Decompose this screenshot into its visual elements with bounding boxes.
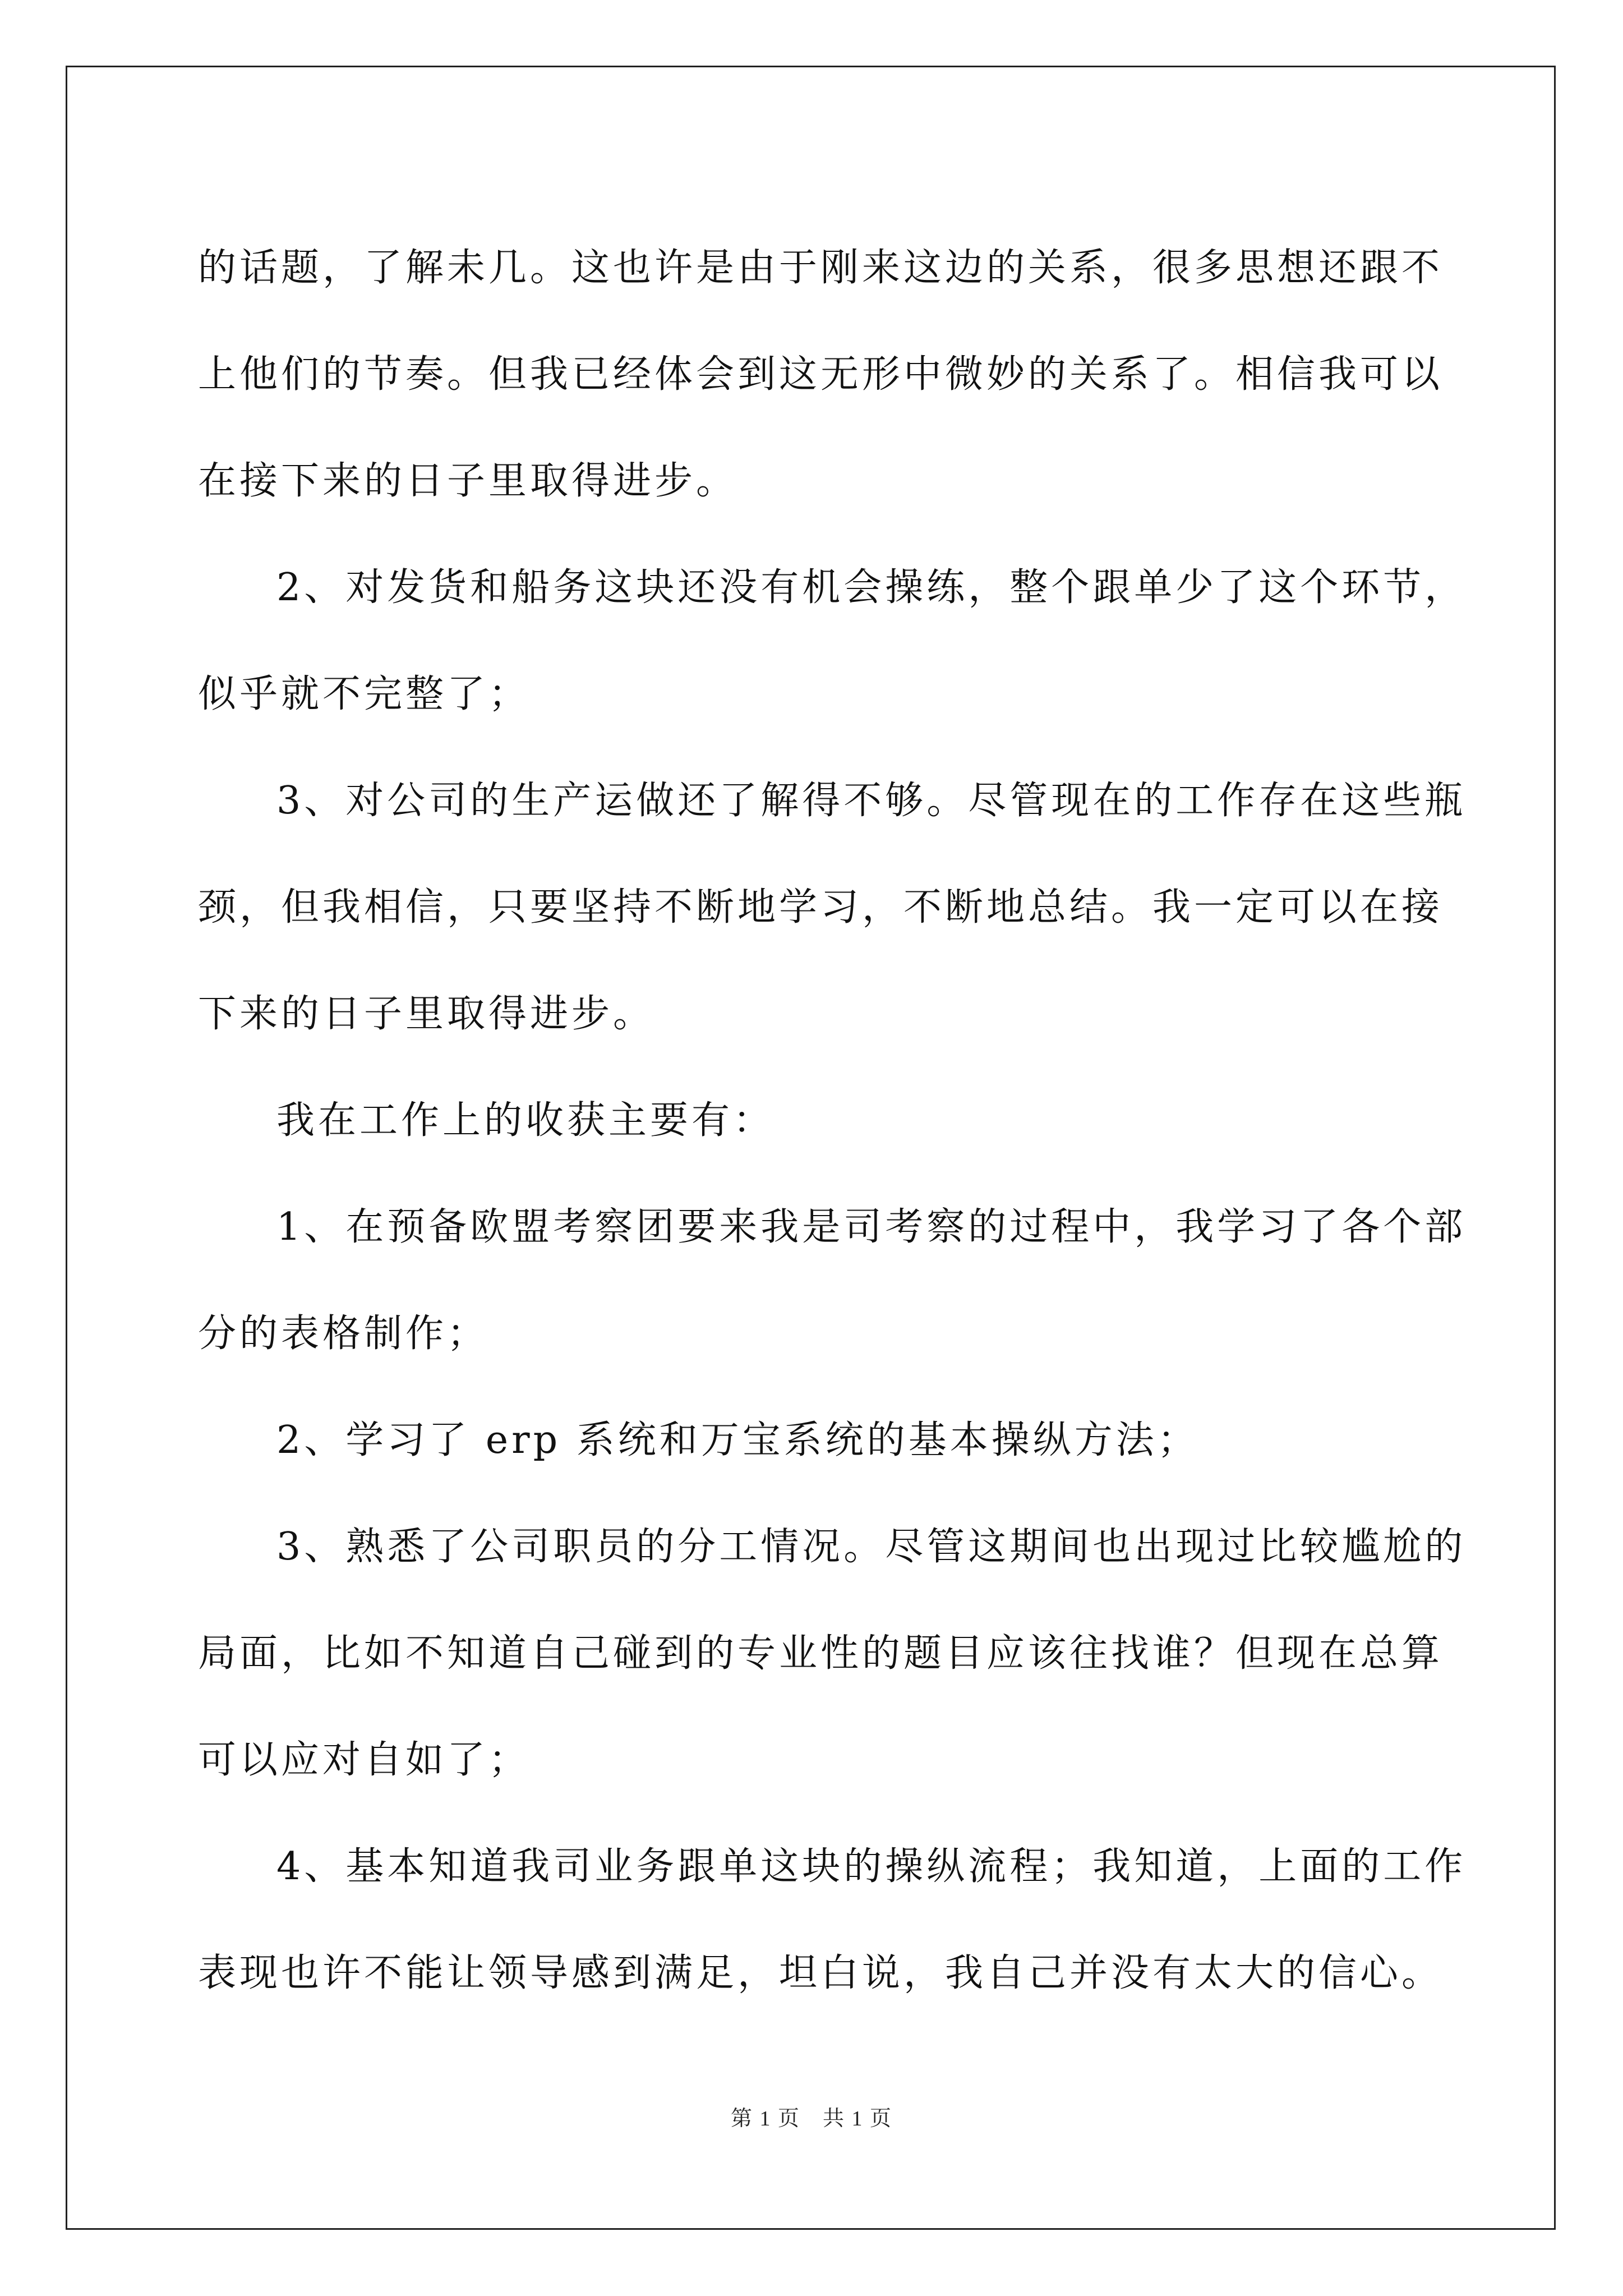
- text-line: 4、基本知道我司业务跟单这块的操纵流程；我知道，上面的工作: [276, 1844, 1467, 1889]
- text-line: 可以应对自如了；: [198, 1738, 531, 1782]
- text-line: 分的表格制作；: [198, 1312, 489, 1356]
- text-line: 的话题，了解未几。这也许是由于刚来这边的关系，很多思想还跟不: [198, 246, 1444, 290]
- text-line: 上他们的节奏。但我已经体会到这无形中微妙的关系了。相信我可以: [198, 352, 1444, 397]
- text-line: 2、学习了 erp 系统和万宝系统的基本操纵方法；: [276, 1418, 1199, 1462]
- text-line: 下来的日子里取得进步。: [198, 992, 655, 1036]
- text-line: 局面，比如不知道自己碰到的专业性的题目应该往找谁？但现在总算: [198, 1631, 1444, 1676]
- text-line: 1、在预备欧盟考察团要来我是司考察的过程中，我学习了各个部: [276, 1205, 1467, 1249]
- text-line: 3、熟悉了公司职员的分工情况。尽管这期间也出现过比较尴尬的: [276, 1525, 1467, 1569]
- text-line: 表现也许不能让领导感到满足，坦白说，我自己并没有太大的信心。: [198, 1951, 1444, 1995]
- text-line: 似乎就不完整了；: [198, 672, 531, 716]
- text-line: 我在工作上的收获主要有：: [276, 1098, 775, 1143]
- page-number-footer: 第 1 页 共 1 页: [730, 2107, 892, 2131]
- text-line: 在接下来的日子里取得进步。: [198, 459, 738, 503]
- text-line: 2、对发货和船务这块还没有机会操练，整个跟单少了这个环节，: [276, 565, 1467, 610]
- text-line: 颈，但我相信，只要坚持不断地学习，不断地总结。我一定可以在接: [198, 885, 1444, 930]
- text-line: 3、对公司的生产运做还了解得不够。尽管现在的工作存在这些瓶: [276, 779, 1467, 823]
- document-body: [198, 215, 1467, 2027]
